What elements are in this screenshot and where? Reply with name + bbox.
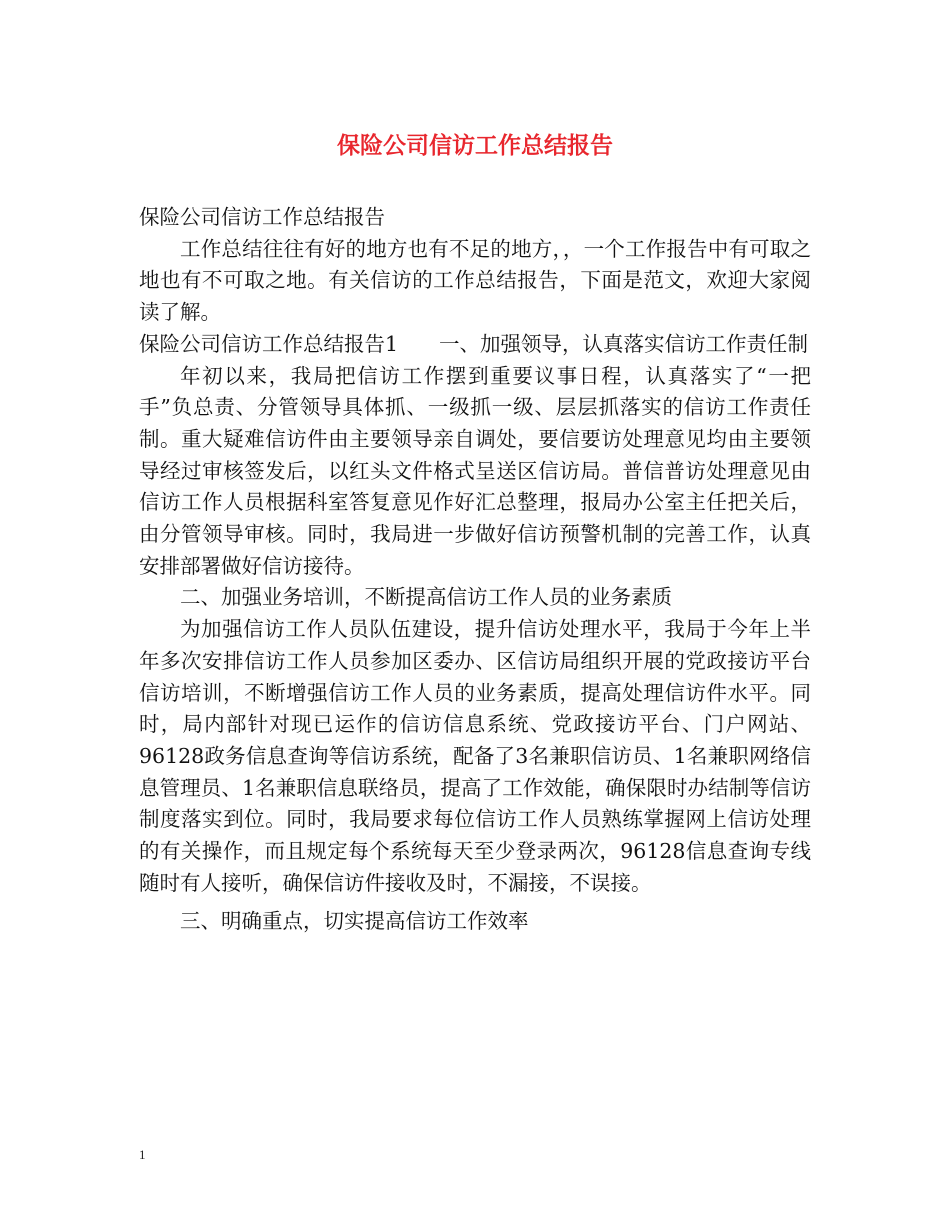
section-heading-3: 三、明确重点，切实提高信访工作效率 <box>180 909 529 934</box>
section-heading-1: 保险公司信访工作总结报告1 一、加强领导，认真落实信访工作责任制 <box>139 331 809 356</box>
section-heading-2: 二、加强业务培训，不断提高信访工作人员的业务素质 <box>180 585 672 610</box>
subtitle-paragraph: 保险公司信访工作总结报告 <box>139 205 385 229</box>
body-paragraph-1: 年初以来，我局把信访工作摆到重要议事日程，认真落实了“一把手”负总责、分管领导具体抓、一级抓一级、层层抓落实的信访工作责任制。重大疑难信访件由主要领导亲自调处，要信要访处理意见均由主要领导经过审核签发后，以红头文件格式呈送区信访局。普信普访处理意见由信访工作人员根据科室答复意见作好汇总整理，报局办公室主任把关后，由分管领导审核。同时，我局进一步做好信访预警机制的完善工作，认真安排部署做好信访接待。 <box>139 363 811 578</box>
document-title: 保险公司信访工作总结报告 <box>337 132 613 159</box>
intro-paragraph: 工作总结往往有好的地方也有不足的地方，，一个工作报告中有可取之地也有不可取之地。有关信访的工作总结报告，下面是范文，欢迎大家阅读了解。 <box>139 236 811 325</box>
page-number: 1 <box>139 1147 146 1162</box>
document-body <box>139 202 811 938</box>
body-paragraph-2: 为加强信访工作人员队伍建设，提升信访处理水平，我局于今年上半年多次安排信访工作人员参加区委办、区信访局组织开展的党政接访平台信访培训，不断增强信访工作人员的业务素质，提高处理信访件水平。同时，局内部针对现已运作的信访信息系统、党政接访平台、门户网站、96128政务信息查询等信访系统，配备了3名兼职信访员、1名兼职网络信息管理员、1名兼职信息联络员，提高了工作效能，确保限时办结制等信访制度落实到位。同时，我局要求每位信访工作人员熟练掌握网上信访处理的有关操作，而且规定每个系统每天至少登录两次，96128信息查询专线随时有人接听，确保信访件接收及时，不漏接，不误接。 <box>139 617 811 895</box>
